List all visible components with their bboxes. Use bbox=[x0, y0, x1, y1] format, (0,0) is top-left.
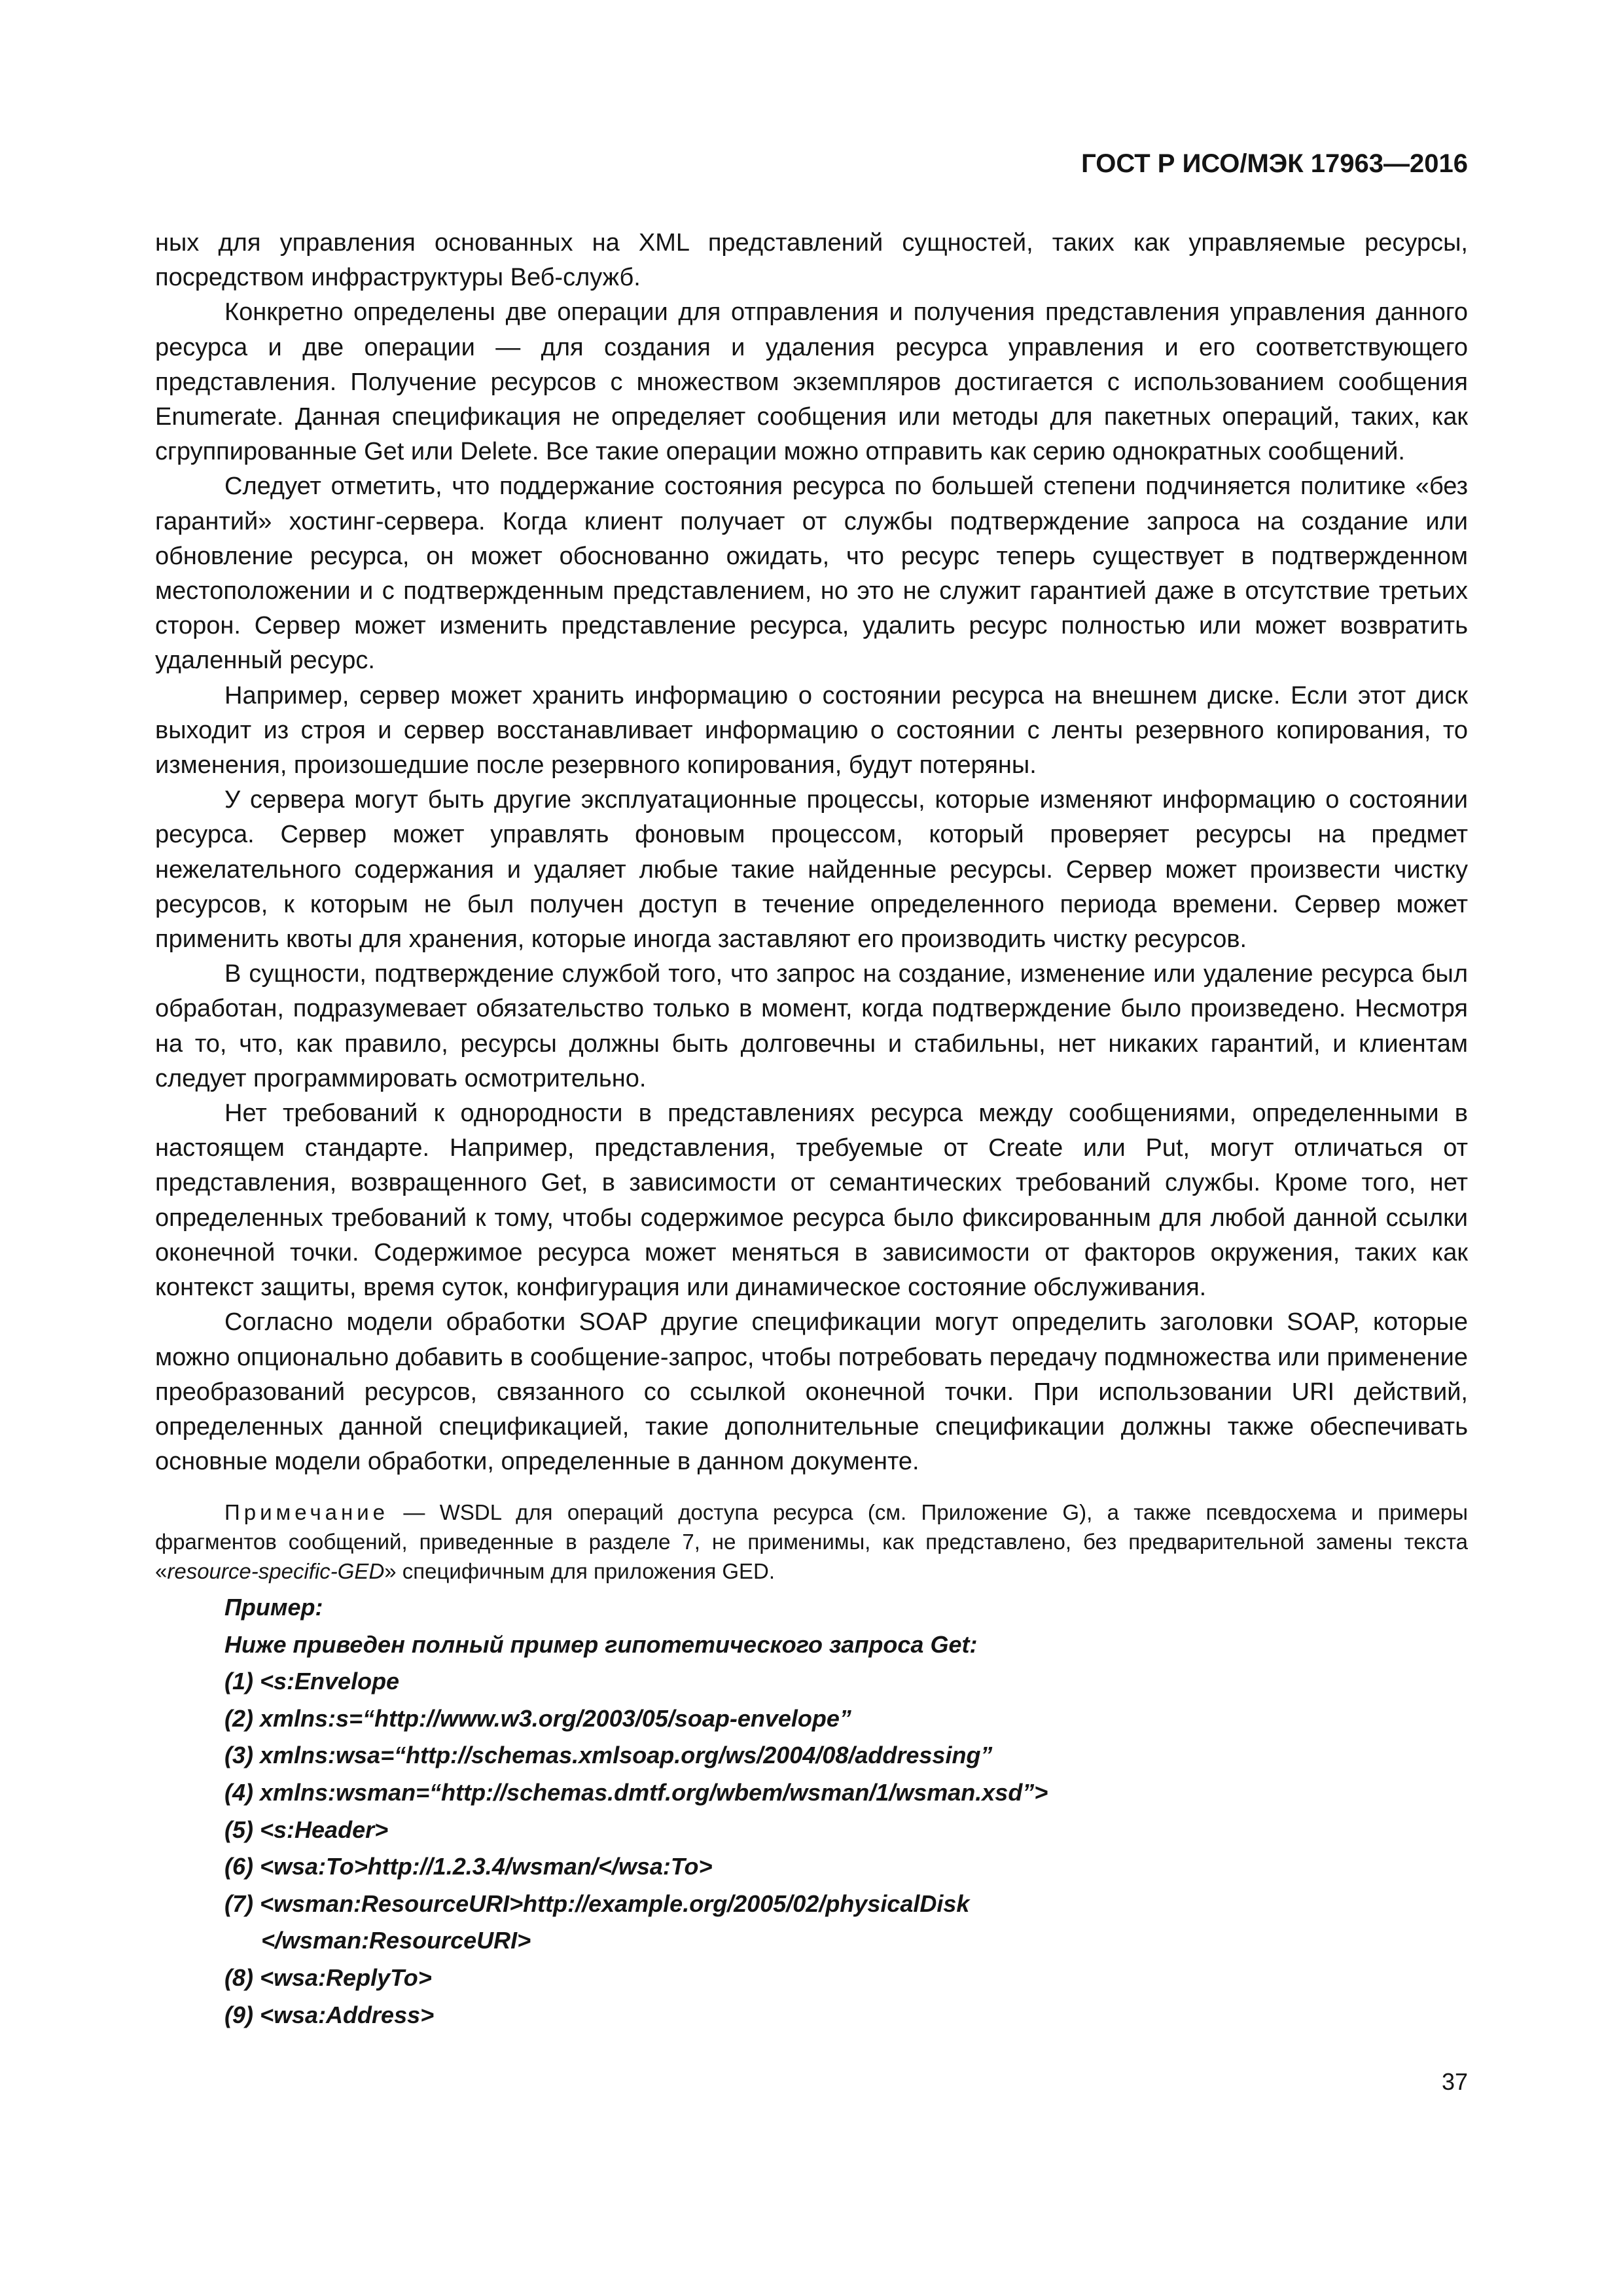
paragraph: В сущности, подтверждение службой того, что запрос на создание, изменение или удаление ресурса был обработан, подразумевает обязательство только в момент, когда подтверждение было произведено. Несмотря на то, что, как правило, ресурсы должны быть долговечны и стабильны, нет никаких гарантий, и клиентам следует программировать осмотрительно. bbox=[155, 960, 1468, 1092]
paragraph: Согласно модели обработки SOAP другие спецификации могут определить заголовки SOAP, которые можно опционально добавить в сообщение-запрос, чтобы потребовать передачу подмножества или применение преобразований ресурсов, связанного со ссылкой оконечной точки. При использовании URI действий, определенных данной спецификацией, такие дополнительные спецификации должны также обеспечивать основные модели обработки, определенные в данном документе. bbox=[155, 1308, 1468, 1476]
note-text-end: » специфичным для приложения GED. bbox=[384, 1559, 776, 1584]
code-line: </wsman:ResourceURI> bbox=[261, 1927, 531, 1954]
standard-header: ГОСТ Р ИСО/МЭК 17963—2016 bbox=[1081, 149, 1468, 178]
note-label: Примечание bbox=[224, 1500, 389, 1525]
paragraph: У сервера могут быть другие эксплуатационные процессы, которые изменяют информацию о состоянии ресурса. Сервер может управлять фоновым процессом, который проверяет ресурсы на предмет нежелательного содержания и удаляет любые такие найденные ресурсы. Сервер может произвести чистку ресурсов, к которым не был получен доступ в течение определенного периода времени. Сервер может применить квоты для хранения, которые иногда заставляют его производить чистку ресурсов. bbox=[155, 786, 1468, 954]
code-line: (3) xmlns:wsa=“http://schemas.xmlsoap.org/ws/2004/08/addressing” bbox=[224, 1742, 993, 1769]
page-number: 37 bbox=[1441, 2068, 1468, 2095]
code-line: (4) xmlns:wsman=“http://schemas.dmtf.org/wbem/wsman/1/wsman.xsd”> bbox=[224, 1778, 1048, 1806]
paragraph: Следует отметить, что поддержание состояния ресурса по большей степени подчиняется политике «без гарантий» хостинг-сервера. Когда клиент получает от службы подтверждение запроса на создание или обновление ресурса, он может обоснованно ожидать, что ресурс теперь существует в подтвержденном местоположении и с подтвержденным представлением, но это не служит гарантией даже в отсутствие третьих сторон. Сервер может изменить представление ресурса, удалить ресурс полностью или может возвратить удаленный ресурс. bbox=[155, 473, 1468, 675]
example-block bbox=[224, 1589, 1468, 2034]
code-line: (7) <wsman:ResourceURI>http://example.org/2005/02/physicalDisk bbox=[224, 1890, 970, 1917]
paragraph: Конкретно определены две операции для отправления и получения представления управления данного ресурса и две операции — для создания и удаления ресурса управления и его соответствующего представления. Получение ресурсов с множеством экземпляров достигается с использованием сообщения Enumerate. Данная спецификация не определяет сообщения или методы для пакетных операций, таких, как сгруппированные Get или Delete. Все такие операции можно отправить как серию однократных сообщений. bbox=[155, 298, 1468, 466]
example-heading: Пример: bbox=[224, 1594, 323, 1621]
note bbox=[155, 1498, 1468, 1586]
code-line: (6) <wsa:To>http://1.2.3.4/wsman/</wsa:To> bbox=[224, 1853, 713, 1880]
note-text: — WSDL для операций доступа ресурса (см. Приложение G), а также псевдосхема и примеры фрагментов сообщений, приведенные в разделе 7, не применимы, как представлено, без предварительной замены текста « bbox=[155, 1500, 1468, 1584]
code-line: (2) xmlns:s=“http://www.w3.org/2003/05/soap-envelope” bbox=[224, 1704, 851, 1732]
paragraph: ных для управления основанных на XML представлений сущностей, таких как управляемые ресурсы, посредством инфраструктуры Веб-служб. bbox=[155, 229, 1468, 292]
code-line: (5) <s:Header> bbox=[224, 1816, 389, 1843]
code-line: (1) <s:Envelope bbox=[224, 1668, 400, 1695]
code-line: (9) <wsa:Address> bbox=[224, 2001, 435, 2028]
example-intro: Ниже приведен полный пример гипотетического запроса Get: bbox=[224, 1630, 978, 1658]
paragraph: Нет требований к однородности в представлениях ресурса между сообщениями, определенными в настоящем стандарте. Например, представления, требуемые от Create или Put, могут отличаться от представления, возвращенного Get, в зависимости от семантических требований службы. Кроме того, нет определенных требований к тому, чтобы содержимое ресурса было фиксированным для любой данной ссылки оконечной точки. Содержимое ресурса может меняться в зависимости от факторов окружения, таких как контекст защиты, время суток, конфигурация или динамическое состояние обслуживания. bbox=[155, 1100, 1468, 1302]
body-text bbox=[155, 226, 1468, 1586]
code-line: (8) <wsa:ReplyTo> bbox=[224, 1964, 432, 1991]
paragraph: Например, сервер может хранить информацию о состоянии ресурса на внешнем диске. Если этот диск выходит из строя и сервер восстанавливает информацию о состоянии с ленты резервного копирования, то изменения, произошедшие после резервного копирования, будут потеряны. bbox=[155, 681, 1468, 780]
note-italic-term: resource-specific-GED bbox=[167, 1559, 385, 1584]
